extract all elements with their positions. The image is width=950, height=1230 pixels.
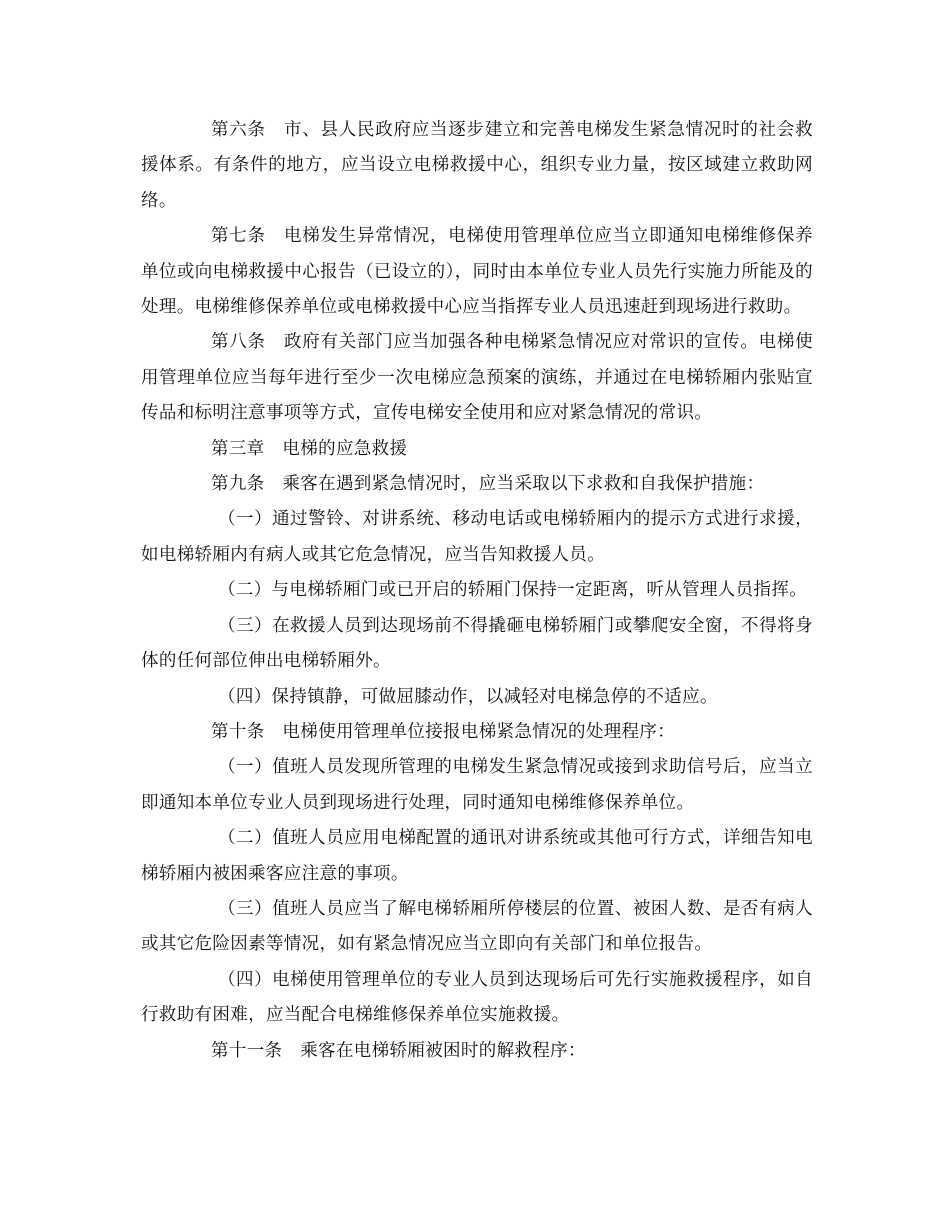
chapter-3-heading: 第三章 电梯的应急救援	[211, 438, 408, 459]
article-10-item-3: （三）值班人员应当了解电梯轿厢所停楼层的位置、被困人数、是否有病人或其它危险因素等情况，如有紧急情况应当立即向有关部门和单位报告。	[141, 898, 813, 955]
article-11: 第十一条 乘客在电梯轿厢被困时的解救程序：	[211, 1040, 586, 1061]
article-6: 第六条 市、县人民政府应当逐步建立和完善电梯发生紧急情况时的社会救援体系。有条件的地方，应当设立电梯救援中心，组织专业力量，按区域建立救助网络。	[141, 120, 813, 211]
article-10-item-1: （一）值班人员发现所管理的电梯发生紧急情况或接到求助信号后，应当立即通知本单位专业人员到现场进行处理，同时通知电梯维修保养单位。	[141, 757, 813, 813]
article-7: 第七条 电梯发生异常情况，电梯使用管理单位应当立即通知电梯维修保养单位或向电梯救援中心报告（已设立的），同时由本单位专业人员先行实施力所能及的处理。电梯维修保养单位或电梯救援中心应当指挥专业人员迅速赶到现场进行救助。	[141, 226, 813, 318]
article-9-item-3: （三）在救援人员到达现场前不得撬砸电梯轿厢门或攀爬安全窗，不得将身体的任何部位伸出电梯轿厢外。	[141, 615, 813, 672]
article-8: 第八条 政府有关部门应当加强各种电梯紧急情况应对常识的宣传。电梯使用管理单位应当每年进行至少一次电梯应急预案的演练，并通过在电梯轿厢内张贴宣传品和标明注意事项等方式，宣传电梯安全使用和应对紧急情况的常识。	[141, 332, 813, 424]
article-10-item-4: （四）电梯使用管理单位的专业人员到达现场后可先行实施救援程序，如自行救助有困难，应当配合电梯维修保养单位实施救援。	[141, 969, 813, 1026]
article-10: 第十条 电梯使用管理单位接报电梯紧急情况的处理程序：	[211, 721, 676, 742]
article-10-item-2: （二）值班人员应用电梯配置的通讯对讲系统或其他可行方式，详细告知电梯轿厢内被困乘客应注意的事项。	[141, 828, 813, 884]
article-9-item-4: （四）保持镇静，可做屈膝动作，以减轻对电梯急停的不适应。	[218, 686, 718, 707]
article-9-item-2: （二）与电梯轿厢门或已开启的轿厢门保持一定距离，听从管理人员指挥。	[218, 580, 808, 601]
document-body	[141, 113, 813, 1069]
article-9: 第九条 乘客在遇到紧急情况时，应当采取以下求救和自我保护措施：	[211, 474, 765, 495]
article-9-item-1: （一）通过警铃、对讲系统、移动电话或电梯轿厢内的提示方式进行求援，如电梯轿厢内有病人或其它危急情况，应当告知救援人员。	[141, 509, 813, 565]
